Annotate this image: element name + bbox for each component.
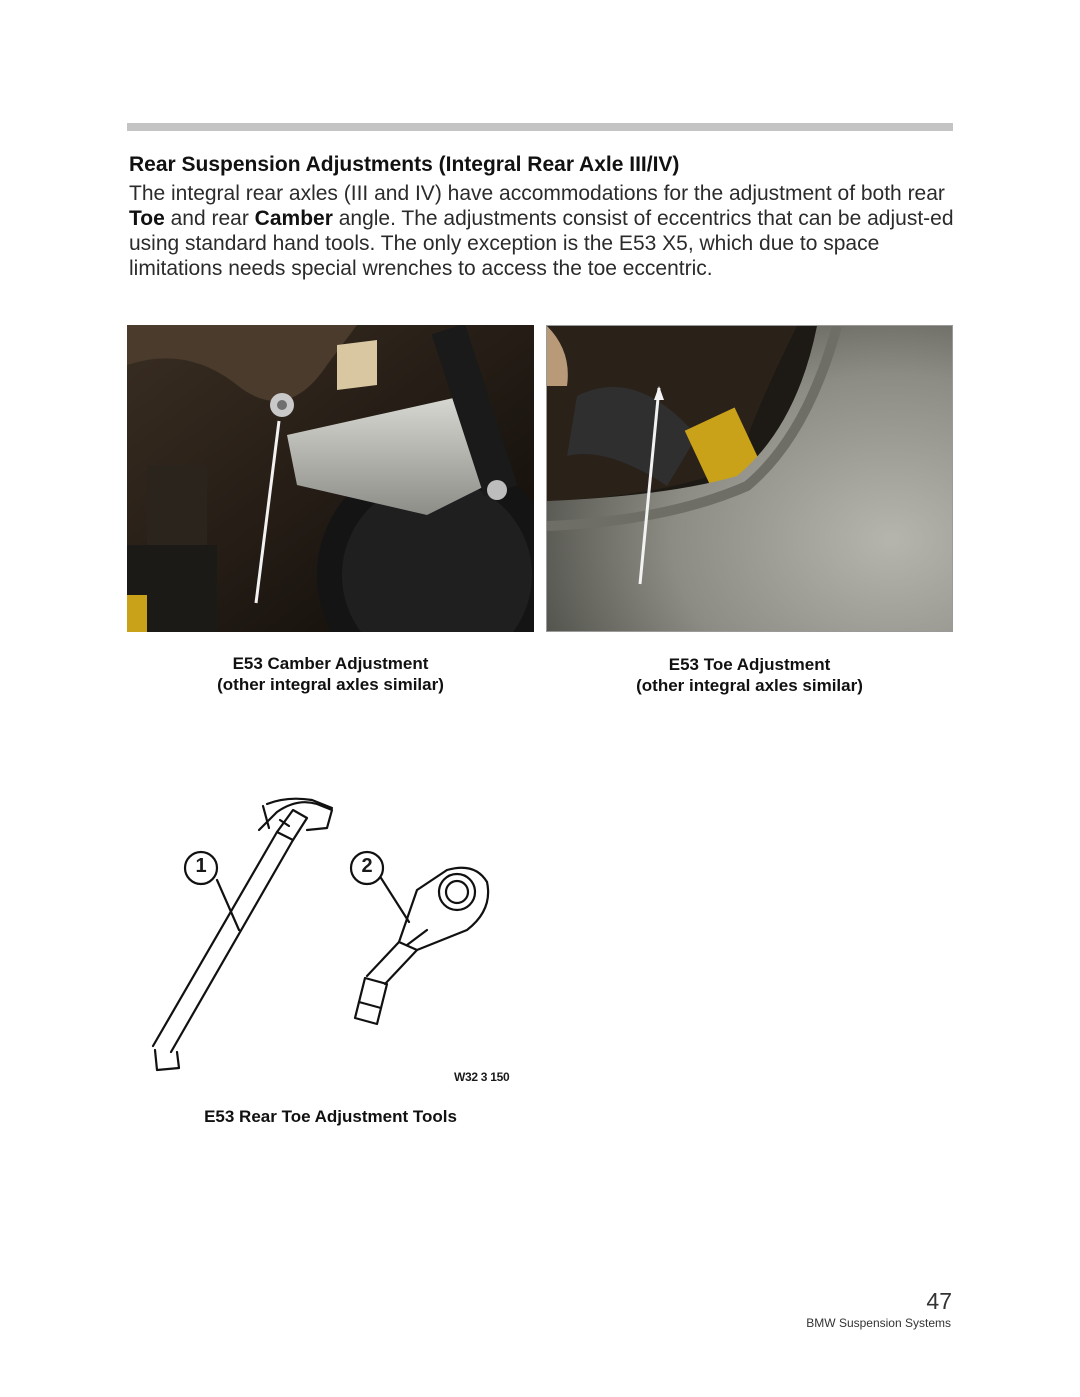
- footer-title: BMW Suspension Systems: [806, 1316, 951, 1330]
- figure-code: W32 3 150: [454, 1070, 510, 1084]
- camber-photo: [127, 325, 534, 632]
- toe-caption-title: E53 Toe Adjustment: [668, 655, 831, 674]
- callout-2-label: 2: [361, 855, 373, 877]
- header-rule: [127, 123, 953, 131]
- camber-caption-note: (other integral axles similar): [217, 675, 444, 694]
- toe-photo: [546, 325, 953, 632]
- body-text-2: and rear: [164, 207, 255, 230]
- body-text-3: angle. The adjustments consist of eccentrics that can be adjust-ed using standard hand tools. The only exception is the E53 X5, which due to space limitations needs special wrenches to access the toe eccentric.: [129, 207, 954, 280]
- camber-caption: [127, 653, 534, 695]
- toe-tools-illustration: [127, 770, 537, 1095]
- ratchet-wrench-icon: [355, 868, 488, 1024]
- tools-caption: E53 Rear Toe Adjustment Tools: [204, 1107, 457, 1126]
- body-text-1: The integral rear axles (III and IV) have accommodations for the adjustment of both rear: [129, 182, 945, 205]
- callout-2-leader: [381, 878, 409, 922]
- section-heading: Rear Suspension Adjustments (Integral Rear Axle III/IV): [129, 153, 680, 176]
- body-paragraph: [129, 181, 959, 281]
- callout-1-label: 1: [195, 855, 207, 877]
- offset-wrench-icon: [153, 799, 332, 1070]
- page-number: 47: [926, 1288, 952, 1314]
- body-bold-toe: Toe: [129, 207, 165, 230]
- toe-caption-note: (other integral axles similar): [636, 676, 863, 695]
- body-bold-camber: Camber: [254, 207, 333, 230]
- toe-caption: [546, 654, 953, 696]
- camber-caption-title: E53 Camber Adjustment: [232, 654, 429, 673]
